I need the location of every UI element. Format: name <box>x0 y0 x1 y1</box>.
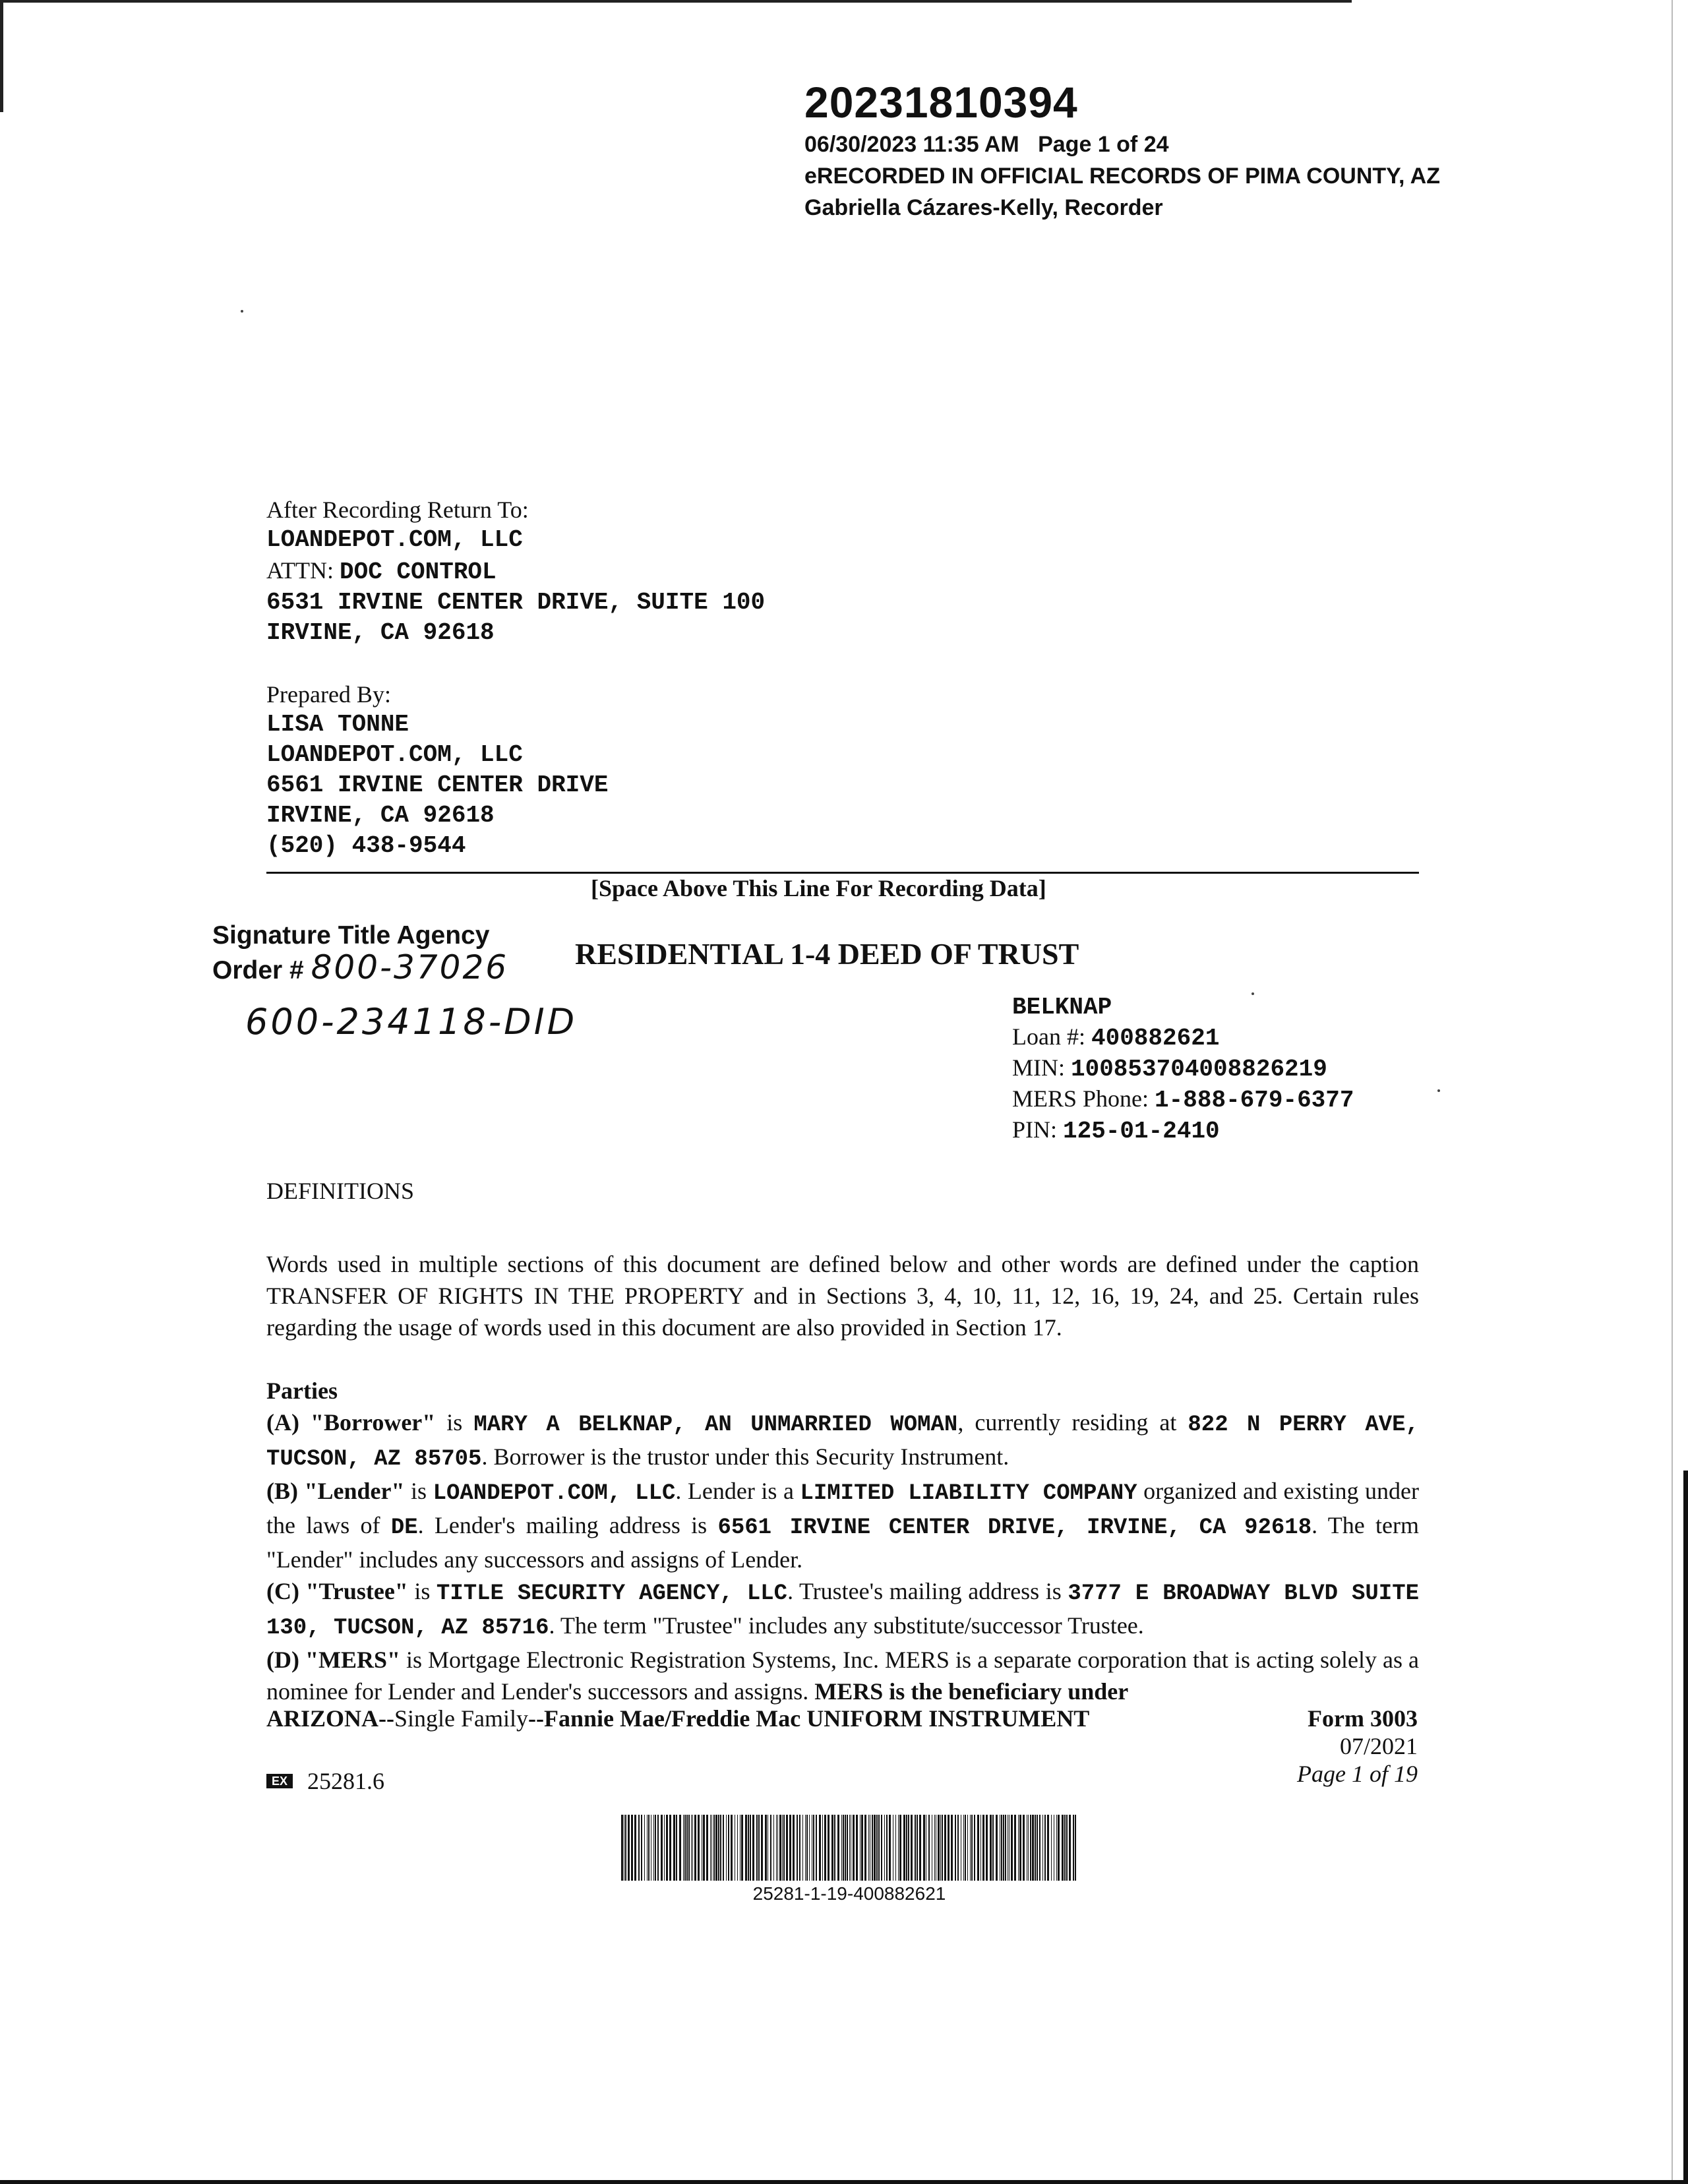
lender-end: . The term "Lender" includes any successors and assigns of Lender. <box>266 1512 1419 1573</box>
scan-border-right-faint <box>1672 0 1673 2184</box>
scan-border-left <box>0 0 3 112</box>
attn-label: ATTN: <box>266 557 334 584</box>
title-agency-name: Signature Title Agency <box>212 921 490 950</box>
scan-speck <box>1437 1089 1440 1092</box>
mers-label: (D) "MERS" <box>266 1647 400 1673</box>
parties-section <box>266 1375 1419 1707</box>
pin-label: PIN: <box>1012 1116 1058 1143</box>
mers-text: is Mortgage Electronic Registration Systems, Inc. MERS is a separate corporation that is acting solely as a nominee for Lender and Lender's successors and assigns. <box>266 1647 1419 1705</box>
order-handwritten: 800-37026 <box>311 948 509 986</box>
form-date: 07/2021 <box>1339 1733 1418 1759</box>
loan-number: 400882621 <box>1091 1025 1220 1052</box>
preparer-city: IRVINE, CA 92618 <box>266 802 495 829</box>
order-line <box>212 948 509 986</box>
trustee-name: TITLE SECURITY AGENCY, LLC <box>436 1581 788 1606</box>
scan-border-top <box>0 0 1352 3</box>
lender-state: DE <box>390 1515 418 1540</box>
footer-instrument: Fannie Mae/Freddie Mac UNIFORM INSTRUMENT <box>544 1705 1090 1732</box>
min-line <box>1012 1053 1354 1084</box>
handwritten-file-number: 600-234118-DID <box>245 1001 578 1043</box>
borrower-surname: BELKNAP <box>1012 994 1112 1021</box>
trustee-label: (C) "Trustee" <box>266 1578 408 1604</box>
ellie-mae-ex-icon: EX <box>266 1774 293 1788</box>
lender-mid2: organized and existing under the laws of <box>266 1478 1420 1538</box>
parties-heading: Parties <box>266 1378 338 1404</box>
scan-border-bottom <box>0 2180 1688 2184</box>
loan-number-line <box>1012 1022 1354 1053</box>
lender-label: (B) "Lender" <box>266 1478 405 1504</box>
lender-mid3: . Lender's mailing address is <box>417 1512 718 1538</box>
barcode-block <box>618 1815 1080 1904</box>
trustee-address: 3777 E BROADWAY BLVD SUITE 130, TUCSON, AZ 85716 <box>266 1581 1419 1641</box>
prepared-by-block <box>266 679 608 861</box>
prepared-by-heading: Prepared By: <box>266 681 391 708</box>
return-to-heading: After Recording Return To: <box>266 497 529 523</box>
borrower-name: MARY A BELKNAP, AN UNMARRIED WOMAN <box>473 1412 958 1438</box>
borrower-is: is <box>435 1409 474 1436</box>
order-label: Order # <box>212 956 304 985</box>
return-to-block <box>266 495 765 648</box>
mers-phone: 1-888-679-6377 <box>1155 1087 1354 1114</box>
footer-dash: -- <box>528 1705 544 1732</box>
footer-dash: -- <box>378 1705 394 1732</box>
loan-info-block <box>1012 992 1354 1146</box>
lender-address: 6561 IRVINE CENTER DRIVE, IRVINE, CA 92618 <box>717 1515 1312 1540</box>
barcode-text: 25281-1-19-400882621 <box>752 1883 946 1904</box>
recorder-name: Gabriella Cázares-Kelly, Recorder <box>804 195 1163 220</box>
definitions-heading: DEFINITIONS <box>266 1178 414 1204</box>
form-footer-right <box>1297 1705 1418 1788</box>
attn-value: DOC CONTROL <box>340 559 497 586</box>
mers-phone-label: MERS Phone: <box>1012 1085 1149 1112</box>
mers-beneficiary: MERS is the beneficiary under <box>814 1678 1129 1705</box>
lender-entity-type: LIMITED LIABILITY COMPANY <box>800 1481 1137 1506</box>
recording-number: 20231810394 <box>804 78 1078 127</box>
borrower-end: . Borrower is the trustor under this Security Instrument. <box>481 1443 1010 1470</box>
doc-code-number: 25281.6 <box>307 1768 384 1794</box>
form-number: Form 3003 <box>1308 1705 1418 1732</box>
lender-name: LOANDEPOT.COM, LLC <box>433 1481 676 1506</box>
recording-header <box>804 76 1440 224</box>
party-mers <box>266 1644 1419 1707</box>
preparer-name: LISA TONNE <box>266 711 409 738</box>
scan-speck <box>241 310 243 313</box>
party-trustee <box>266 1575 1419 1644</box>
space-above-note: [Space Above This Line For Recording Data] <box>591 875 1046 901</box>
footer-state: ARIZONA <box>266 1705 379 1732</box>
footer-family: Single Family <box>394 1705 529 1732</box>
min-number: 100853704008826219 <box>1071 1056 1327 1083</box>
preparer-company: LOANDEPOT.COM, LLC <box>266 741 523 768</box>
trustee-end: . The term "Trustee" includes any substitute/successor Trustee. <box>549 1612 1144 1639</box>
pin-line <box>1012 1115 1354 1146</box>
recording-office: eRECORDED IN OFFICIAL RECORDS OF PIMA COUNTY, AZ <box>804 164 1441 189</box>
return-to-attn-line <box>266 555 765 588</box>
borrower-label: (A) "Borrower" <box>266 1409 436 1436</box>
return-to-city: IRVINE, CA 92618 <box>266 619 495 646</box>
lender-mid1: . Lender is a <box>675 1478 800 1504</box>
borrower-mid: , currently residing at <box>957 1409 1188 1436</box>
form-footer-title <box>266 1705 1089 1732</box>
title-agency-stamp <box>212 920 508 986</box>
scan-border-right <box>1683 1471 1688 2184</box>
document-title: RESIDENTIAL 1-4 DEED OF TRUST <box>575 937 1079 971</box>
borrower-address: 822 N PERRY AVE, TUCSON, AZ 85705 <box>266 1412 1419 1472</box>
mers-phone-line <box>1012 1084 1354 1115</box>
preparer-street: 6561 IRVINE CENTER DRIVE <box>266 772 609 799</box>
return-to-street: 6531 IRVINE CENTER DRIVE, SUITE 100 <box>266 589 766 616</box>
doc-code <box>266 1767 384 1795</box>
trustee-mid: . Trustee's mailing address is <box>787 1578 1068 1604</box>
lender-is: is <box>404 1478 433 1504</box>
page-number: Page 1 of 19 <box>1297 1761 1418 1787</box>
recording-datetime-page: 06/30/2023 11:35 AM Page 1 of 24 <box>804 132 1169 157</box>
pin-number: 125-01-2410 <box>1063 1118 1220 1145</box>
preparer-phone: (520) 438-9544 <box>266 832 466 859</box>
party-lender <box>266 1475 1419 1575</box>
definitions-intro: Words used in multiple sections of this document are defined below and other words are defined under the caption TRANSFER OF RIGHTS IN THE PROPERTY and in Sections 3, 4, 10, 11, 12, 16, 19, 24, and 25. Certain rules regarding the usage of words used in this document are also provided in Section 17. <box>266 1251 1419 1341</box>
min-label: MIN: <box>1012 1054 1065 1081</box>
barcode-icon <box>618 1815 1080 1881</box>
return-to-company: LOANDEPOT.COM, LLC <box>266 526 523 553</box>
loan-number-label: Loan #: <box>1012 1023 1085 1050</box>
party-borrower <box>266 1407 1419 1475</box>
recording-data-divider <box>266 872 1419 874</box>
trustee-is: is <box>407 1578 437 1604</box>
